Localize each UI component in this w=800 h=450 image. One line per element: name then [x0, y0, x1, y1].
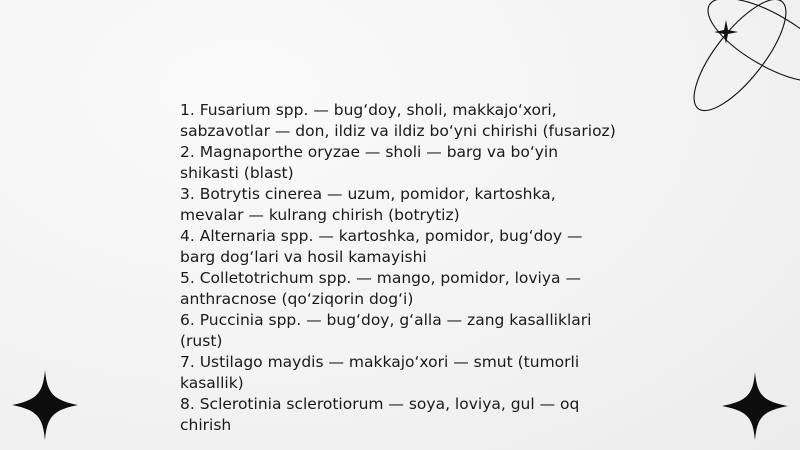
list-item: 2. Magnaporthe oryzae — sholi — barg va bo‘yin shikasti (blast) — [180, 143, 559, 182]
list-item: 4. Alternaria spp. — kartoshka, pomidor, bug‘doy — barg dog‘lari va hosil kamayishi — [180, 227, 583, 266]
list-item: 5. Colletotrichum spp. — mango, pomidor, loviya — anthracnose (qo‘ziqorin dog‘i) — [180, 269, 581, 308]
list-item: 1. Fusarium spp. — bug‘doy, sholi, makkajo‘xori, sabzavotlar — don, ildiz va ildiz bo‘yni chirishi (fusarioz) — [180, 101, 616, 140]
list-item: 8. Sclerotinia sclerotiorum — soya, loviya, gul — oq chirish — [180, 395, 580, 434]
list-item: 7. Ustilago maydis — makkajo‘xori — smut (tumorli kasallik) — [180, 353, 580, 392]
list-item: 6. Puccinia spp. — bug‘doy, g‘alla — zang kasalliklari (rust) — [180, 311, 592, 350]
four-point-star-icon — [722, 372, 788, 440]
list-item: 3. Botrytis cinerea — uzum, pomidor, kartoshka, mevalar — kulrang chirish (botrytiz) — [180, 185, 556, 224]
orbit-lines-sparkle-icon — [670, 0, 800, 150]
disease-list — [180, 100, 620, 436]
four-point-star-icon — [12, 370, 78, 440]
